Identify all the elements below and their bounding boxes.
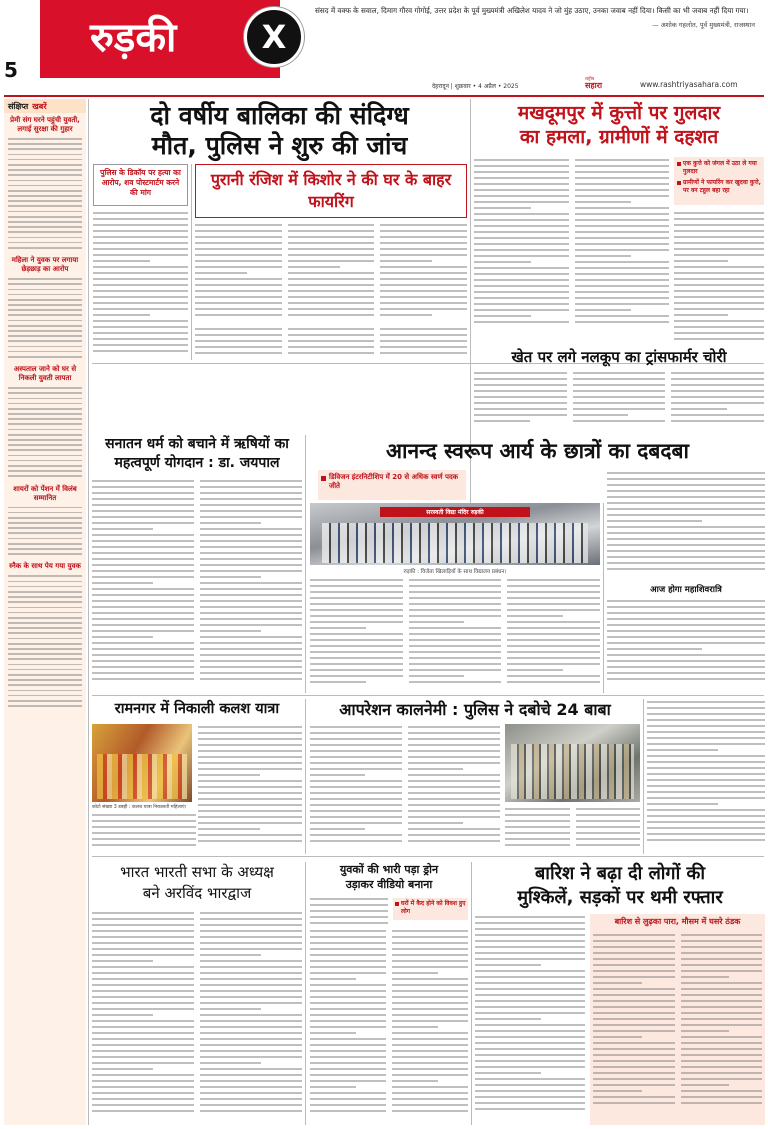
story3-body-right (674, 210, 764, 345)
bullet-square-icon (321, 476, 326, 481)
story3-bullet-2 (677, 179, 761, 195)
story10-body (310, 928, 468, 1125)
sidebar-items (4, 113, 86, 717)
masthead-quote (315, 6, 755, 29)
story8-headline: आपरेशन कालनेमी : पुलिस ने दबोचे 24 बाबा (339, 700, 611, 719)
story10-headline-line2: उड़ाकर वीडियो बनाना (345, 878, 433, 891)
website[interactable]: www.rashtriyasahara.com (640, 80, 738, 89)
story10-bullet-text: घरों में कैद होने को विवश हुए लोग (401, 900, 466, 915)
story6-headline: आनन्द स्वरूप आर्य के छात्रों का दबदबा (386, 439, 689, 463)
story6-banner-text: सरस्वती विद्या मंदिर रुड़की (426, 509, 484, 516)
sidebar-item-title: स्नैक के साथ पेय गया युवक (9, 562, 81, 571)
story11-body (475, 914, 585, 1125)
story9-headline-line2: बने अरविंद भारद्वाज (142, 884, 252, 902)
story3-bullet-2-text: ग्रामीणों ने फायरिंग कर खुदवा कुत्ते, पर वन टहुल बहा रहा (683, 179, 761, 194)
sidebar-item-title: अस्पताल जाने को घर से निकली युवती लापता (13, 365, 77, 383)
story8-body-right (647, 699, 765, 854)
story6-bullet-text: डिविजन इंटरनिटीशिप में 20 से अधिक स्वर्ण पदक जीते (329, 473, 459, 490)
story8-body (310, 724, 500, 852)
bullet-square-icon (677, 162, 681, 166)
story9-headline (92, 862, 302, 904)
quote-text: संसद में वक्फ के सवाल, दिमाग गौरव गोगोई, उत्तर प्रदेश के पूर्व मुख्यमंत्री अखिलेश यादव ने जो मुंह उठाए, उनका जवाब नहीं दिया। किसी का भी जवाब नहीं दिया गया। (315, 6, 749, 15)
story8-body-lower (505, 806, 640, 852)
story3-bullet-1 (677, 160, 761, 176)
story10-headline (310, 862, 468, 892)
story1-deck-text: पुलिस के डिकॉय पर हत्या का आरोप, शव पोस्टमार्टम करने की मांग (100, 168, 181, 197)
story4-body (474, 370, 764, 430)
bullet-square-icon (677, 181, 681, 185)
story3-headline (474, 101, 764, 149)
x-logo-icon (244, 7, 304, 67)
bullet-square-icon (395, 902, 399, 906)
story9-headline-line1: भारत भारती सभा के अध्यक्ष (120, 863, 274, 881)
story4-headline: खेत पर लगे नलकूप का ट्रांसफार्मर चोरी (511, 348, 727, 366)
story11-box-title: बारिश से लुढ़का पारा, मौसम में घसरे ठंडक (614, 917, 741, 926)
sidebar-item (8, 116, 82, 250)
story7-body (198, 724, 302, 852)
story1-headline-line2: मौत, पुलिस ने शुरु की जांच (151, 131, 408, 160)
sidebar-item (8, 256, 82, 359)
paper-name: सहारा (585, 81, 603, 90)
sidebar-item (8, 485, 82, 557)
story6-body-right (607, 470, 765, 580)
story11-box (590, 914, 765, 1125)
sidebar-header-label-2: खबरें (32, 101, 47, 111)
story2-body (195, 222, 467, 322)
story3-headline-line1: मखदूमपुर में कुत्तों पर गुलदार (517, 102, 721, 124)
x-logo-glyph: X (261, 18, 287, 56)
story2-headline-text: पुरानी रंजिश में किशोर ने की घर के बाहर फायरिंग (210, 170, 452, 211)
sidebar-item (8, 562, 82, 708)
story3-bullet-1-text: एक कुत्ते को जंगल में उठा ले गया गुलदार (683, 160, 757, 175)
story10-body-top (310, 896, 388, 926)
story6-body (310, 577, 600, 693)
story3-body (474, 157, 669, 345)
story7-headline: रामनगर में निकाली कलश यात्रा (114, 701, 280, 717)
story7-photo-caption: कोटो संख्या 3 डबही : कलश यात्रा निकालती महिलाएं। (92, 805, 187, 810)
story2-headline (195, 164, 467, 218)
sidebar-item (8, 365, 82, 478)
story3-bullets (674, 157, 764, 205)
story6-bullet-box (318, 470, 466, 500)
newspaper-logo-icon (585, 76, 633, 94)
story2-body-lower (195, 326, 467, 360)
story6-photo-caption: रुड़की : विजेता खिलाड़ियों के साथ विद्यालय प्रबंधन। (403, 569, 507, 575)
story1-headline (92, 101, 467, 161)
story9-body (92, 910, 302, 1125)
story1-body (93, 210, 188, 360)
story5-headline-line2: महत्वपूर्ण योगदान : डा. जयपाल (114, 455, 280, 471)
page-number: 5 (4, 58, 18, 82)
story5-headline-line1: सनातन धर्म को बचाने में ऋषियों का (105, 436, 289, 452)
sidebar-item-title: प्रेमी संग घरने पहुंची युवती, लगाई सुरक्षा की गुहार (10, 116, 80, 133)
story10-headline-line1: युवकों की भारी पड़ा ड्रोन (339, 863, 439, 876)
story5-body (92, 478, 302, 693)
story6-photo (310, 503, 600, 565)
story6-banner (380, 507, 530, 517)
story5-headline (92, 435, 302, 473)
quote-author: — अशोक गहलोत, पूर्व मुख्यमंत्री, राजस्थान (652, 21, 755, 29)
story7-body-lower (92, 812, 196, 852)
sidebar-item-title: शायरों को पेंशन में विलंब सम्मानित (13, 484, 77, 502)
story7-photo (92, 724, 192, 802)
masthead-city: रुड़की (90, 15, 177, 61)
sidebar (4, 99, 86, 1125)
paper-name-small: राष्ट्रीय (585, 77, 595, 82)
story11-headline (475, 862, 765, 910)
story10-bullet (393, 898, 468, 920)
story3-headline-line2: का हमला, ग्रामीणों में दहशत (519, 126, 719, 148)
story6-subhead-body (607, 598, 765, 693)
story11-box-body (593, 932, 762, 1122)
story6-subhead: आज होगा महाशिवरात्रि (650, 585, 722, 595)
story8-photo (505, 724, 640, 802)
story1-deck (93, 164, 188, 206)
story11-headline-line2: मुश्किलें, सड़कों पर थमी रफ्तार (517, 887, 723, 908)
dateline: देहरादून | शुक्रवार • 4 अप्रैल • 2025 (432, 83, 519, 90)
sidebar-header-label: संक्षिप्त (8, 101, 29, 111)
story6-photo-people (322, 523, 588, 563)
sidebar-item-title: महिला ने युवक पर लगाया छेड़छाड़ का आरोप (11, 256, 79, 274)
sidebar-header (4, 99, 86, 113)
story11-headline-line1: बारिश ने बढ़ा दी लोगों की (535, 863, 705, 884)
story1-headline-line1: दो वर्षीय बालिका की संदिग्ध (150, 101, 409, 130)
